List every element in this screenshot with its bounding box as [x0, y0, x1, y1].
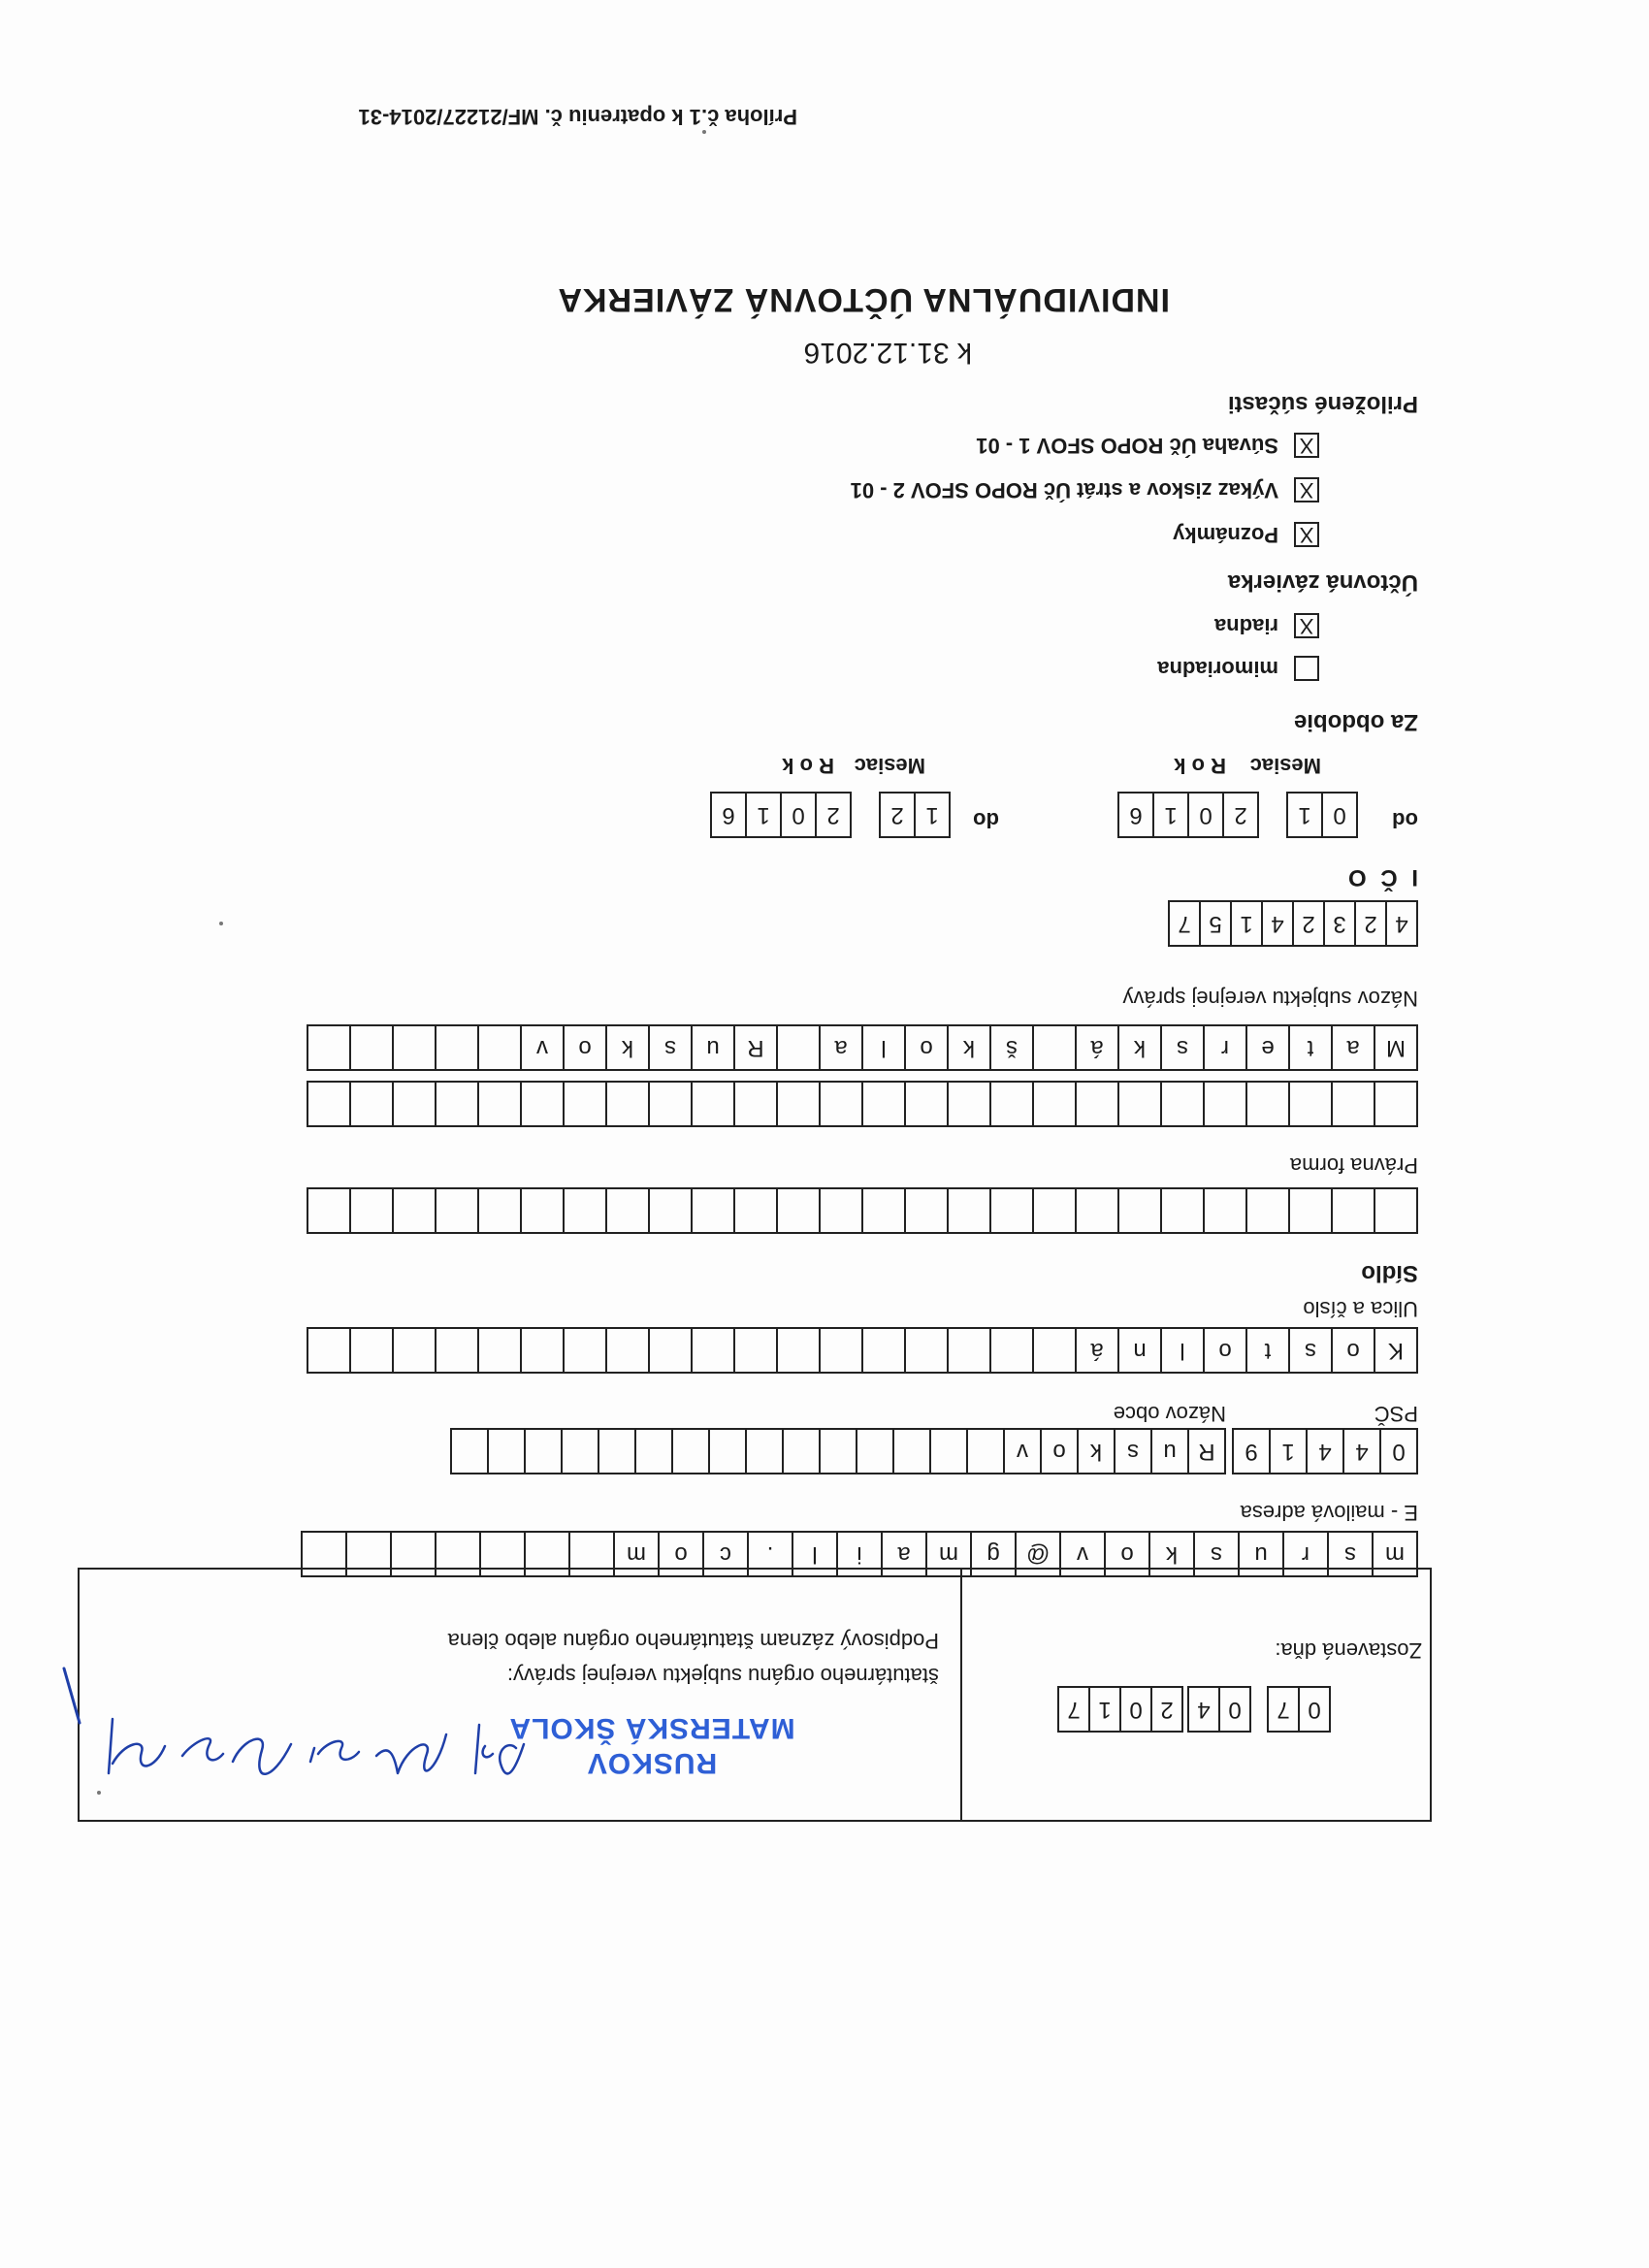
legal-form-cell[interactable] [691, 1187, 735, 1234]
name-cell[interactable] [349, 1024, 394, 1071]
town-cell[interactable]: v [1003, 1428, 1042, 1474]
town-cell[interactable] [708, 1428, 747, 1474]
town-cell[interactable]: o [1040, 1428, 1079, 1474]
ico-cell[interactable]: 2 [1354, 900, 1387, 947]
town-cell[interactable] [892, 1428, 931, 1474]
email-cell[interactable]: c [702, 1531, 749, 1577]
date-day-cell[interactable]: 7 [1267, 1686, 1300, 1733]
regular-label: riadna [1213, 614, 1278, 638]
street-cell[interactable]: K [1374, 1327, 1418, 1374]
legal-form-cell[interactable] [947, 1187, 991, 1234]
email-cell[interactable]: a [881, 1531, 927, 1577]
date-year-cell[interactable]: 1 [1088, 1686, 1121, 1733]
street-cell[interactable] [691, 1327, 735, 1374]
ico-cell[interactable]: 7 [1168, 900, 1201, 947]
legal-form-cell[interactable] [1160, 1187, 1205, 1234]
name-cell[interactable] [307, 1081, 351, 1127]
town-cell[interactable] [782, 1428, 821, 1474]
email-cell[interactable]: m [613, 1531, 660, 1577]
email-cell[interactable]: k [1148, 1531, 1195, 1577]
town-cell[interactable] [819, 1428, 857, 1474]
name-cell[interactable]: r [1203, 1024, 1247, 1071]
date-day-cell[interactable]: 0 [1298, 1686, 1331, 1733]
name-cell[interactable] [307, 1024, 351, 1071]
legal-form-cell[interactable] [1075, 1187, 1119, 1234]
street-cell[interactable]: l [1160, 1327, 1205, 1374]
legal-form-cell[interactable] [1203, 1187, 1247, 1234]
name-cell[interactable] [1075, 1081, 1119, 1127]
town-cell[interactable] [598, 1428, 636, 1474]
legal-form-cell[interactable] [904, 1187, 949, 1234]
name-cell[interactable]: a [1331, 1024, 1375, 1071]
from-year-cell[interactable]: 6 [1117, 792, 1154, 838]
name-cell[interactable] [989, 1081, 1034, 1127]
legal-form-cell[interactable] [349, 1187, 394, 1234]
street-cell[interactable] [435, 1327, 479, 1374]
name-cell[interactable] [1117, 1081, 1162, 1127]
legal-form-cell[interactable] [989, 1187, 1034, 1234]
name-cell[interactable]: v [520, 1024, 565, 1071]
email-cell[interactable]: s [1327, 1531, 1374, 1577]
handwritten-signature [87, 1705, 543, 1812]
legal-form-cell[interactable] [477, 1187, 522, 1234]
name-cell[interactable] [435, 1081, 479, 1127]
street-cell[interactable]: t [1245, 1327, 1290, 1374]
email-cell[interactable]: s [1193, 1531, 1240, 1577]
legal-form-cell[interactable] [648, 1187, 693, 1234]
email-cell[interactable]: r [1282, 1531, 1329, 1577]
date-year-cell[interactable]: 0 [1119, 1686, 1152, 1733]
to-year-cell[interactable]: 6 [710, 792, 747, 838]
name-cell[interactable] [435, 1024, 479, 1071]
legal-form-cell[interactable] [1032, 1187, 1077, 1234]
legal-form-cell[interactable] [776, 1187, 821, 1234]
date-month-cell[interactable]: 4 [1187, 1686, 1220, 1733]
from-year-cell[interactable]: 1 [1152, 792, 1189, 838]
attachment-label-2: Výkaz ziskov a strát Úč ROPO SFOV 2 - 01 [850, 478, 1278, 502]
date-day-field[interactable] [1267, 1686, 1331, 1733]
from-year-caption: R o k [1174, 754, 1226, 778]
town-cell[interactable] [634, 1428, 673, 1474]
legal-form-cell[interactable] [1117, 1187, 1162, 1234]
name-cell[interactable] [1288, 1081, 1333, 1127]
street-cell[interactable] [648, 1327, 693, 1374]
to-year-cell[interactable]: 1 [745, 792, 782, 838]
name-cell[interactable]: k [1117, 1024, 1162, 1071]
from-year-field[interactable] [1117, 792, 1259, 838]
town-cell[interactable] [856, 1428, 894, 1474]
name-cell[interactable]: o [563, 1024, 607, 1071]
name-cell[interactable] [947, 1081, 991, 1127]
street-cell[interactable] [605, 1327, 650, 1374]
name-cell[interactable] [1245, 1081, 1290, 1127]
street-cell[interactable]: o [1203, 1327, 1247, 1374]
town-label: Názov obce [1113, 1402, 1226, 1426]
to-year-field[interactable] [710, 792, 852, 838]
psc-cell[interactable]: 4 [1342, 1428, 1381, 1474]
stamp-line-2: RUSKOV [586, 1747, 718, 1779]
name-cell[interactable]: o [904, 1024, 949, 1071]
name-field-row-2[interactable] [307, 1081, 1418, 1127]
scan-speck [219, 922, 223, 925]
name-cell[interactable] [349, 1081, 394, 1127]
street-cell[interactable] [989, 1327, 1034, 1374]
name-cell[interactable] [733, 1081, 778, 1127]
name-cell[interactable]: e [1245, 1024, 1290, 1071]
street-cell[interactable] [349, 1327, 394, 1374]
name-cell[interactable] [1160, 1081, 1205, 1127]
from-label: od [1392, 808, 1418, 832]
email-cell[interactable]: i [836, 1531, 883, 1577]
street-cell[interactable] [520, 1327, 565, 1374]
street-cell[interactable]: s [1288, 1327, 1333, 1374]
town-cell[interactable] [929, 1428, 968, 1474]
ico-cell[interactable]: 4 [1385, 900, 1418, 947]
street-cell[interactable] [776, 1327, 821, 1374]
to-month-caption: Mesiac [854, 754, 925, 778]
street-cell[interactable] [477, 1327, 522, 1374]
psc-cell[interactable]: 4 [1306, 1428, 1344, 1474]
attachment-label-1: Súvaha Úč ROPO SFOV 1 - 01 [976, 434, 1278, 458]
name-cell[interactable] [477, 1024, 522, 1071]
legal-form-cell[interactable] [392, 1187, 436, 1234]
legal-form-cell[interactable] [1245, 1187, 1290, 1234]
street-cell[interactable]: n [1117, 1327, 1162, 1374]
attachment-checkbox-1[interactable]: X [1294, 433, 1319, 458]
legal-form-cell[interactable] [520, 1187, 565, 1234]
town-cell[interactable] [671, 1428, 710, 1474]
date-year-cell[interactable]: 7 [1057, 1686, 1090, 1733]
ico-label: I Č O [1343, 864, 1418, 891]
name-cell[interactable] [861, 1081, 906, 1127]
ico-cell[interactable]: 4 [1261, 900, 1294, 947]
legal-form-cell[interactable] [435, 1187, 479, 1234]
name-cell[interactable] [605, 1081, 650, 1127]
legal-form-cell[interactable] [563, 1187, 607, 1234]
stamp-line-1: MATERSKÁ ŠKOLA [508, 1712, 795, 1744]
legal-form-cell[interactable] [1374, 1187, 1418, 1234]
statement-type-heading: Účtovná závierka [1227, 569, 1418, 596]
margin-pen-mark [56, 1661, 85, 1729]
email-label: E - mailová adresa [1240, 1501, 1418, 1525]
name-cell[interactable] [477, 1081, 522, 1127]
street-cell[interactable] [819, 1327, 863, 1374]
psc-cell[interactable]: 9 [1232, 1428, 1271, 1474]
seat-heading: Sídlo [1361, 1260, 1418, 1286]
street-cell[interactable]: o [1331, 1327, 1375, 1374]
legal-form-field[interactable] [307, 1187, 1418, 1234]
signature-label-line-2: štatutárneho orgánu subjektu verejnej správy: [506, 1664, 939, 1688]
from-month-cell[interactable]: 0 [1321, 792, 1358, 838]
name-cell[interactable]: k [605, 1024, 650, 1071]
regular-checkbox[interactable]: X [1294, 613, 1319, 638]
street-cell[interactable] [733, 1327, 778, 1374]
legal-form-cell[interactable] [733, 1187, 778, 1234]
name-cell[interactable] [392, 1024, 436, 1071]
date-label: Zostavená dňa: [1275, 1638, 1422, 1663]
ico-field[interactable] [1168, 900, 1418, 947]
street-cell[interactable] [904, 1327, 949, 1374]
date-year-cell[interactable]: 2 [1150, 1686, 1183, 1733]
email-cell[interactable]: . [747, 1531, 793, 1577]
email-cell[interactable]: o [1104, 1531, 1150, 1577]
town-cell[interactable]: R [1187, 1428, 1226, 1474]
name-cell[interactable]: t [1288, 1024, 1333, 1071]
town-cell[interactable] [561, 1428, 599, 1474]
town-cell[interactable] [524, 1428, 563, 1474]
name-cell[interactable]: R [733, 1024, 778, 1071]
name-cell[interactable] [819, 1081, 863, 1127]
town-cell[interactable]: u [1150, 1428, 1189, 1474]
form-title: INDIVIDUÁLNA ÚČTOVNÁ ZÁVIERKA [557, 281, 1170, 318]
name-cell[interactable] [563, 1081, 607, 1127]
name-cell[interactable] [392, 1081, 436, 1127]
to-year-cell[interactable]: 2 [815, 792, 852, 838]
legal-form-cell[interactable] [307, 1187, 351, 1234]
email-cell[interactable]: v [1059, 1531, 1106, 1577]
to-month-cell[interactable]: 1 [914, 792, 951, 838]
name-cell[interactable] [1032, 1024, 1077, 1071]
psc-cell[interactable]: 1 [1269, 1428, 1308, 1474]
street-cell[interactable] [392, 1327, 436, 1374]
from-month-caption: Mesiac [1249, 754, 1321, 778]
legal-form-cell[interactable] [605, 1187, 650, 1234]
street-cell[interactable]: á [1075, 1327, 1119, 1374]
name-cell[interactable]: M [1374, 1024, 1418, 1071]
name-cell[interactable] [1331, 1081, 1375, 1127]
to-year-caption: R o k [782, 754, 834, 778]
street-cell[interactable] [563, 1327, 607, 1374]
legal-form-cell[interactable] [1331, 1187, 1375, 1234]
name-cell[interactable] [776, 1024, 821, 1071]
date-month-field[interactable] [1187, 1686, 1251, 1733]
name-cell[interactable] [691, 1081, 735, 1127]
scan-speck [97, 1791, 101, 1795]
town-cell[interactable] [487, 1428, 526, 1474]
email-cell[interactable]: @ [1015, 1531, 1061, 1577]
ico-cell[interactable]: 3 [1323, 900, 1356, 947]
date-year-field[interactable] [1057, 1686, 1183, 1733]
psc-field[interactable] [1232, 1428, 1418, 1474]
legal-form-label: Právna forma [1289, 1153, 1418, 1178]
email-cell[interactable]: o [658, 1531, 704, 1577]
name-cell[interactable] [904, 1081, 949, 1127]
town-field[interactable] [450, 1428, 1226, 1474]
email-cell[interactable]: g [970, 1531, 1017, 1577]
town-cell[interactable] [745, 1428, 784, 1474]
from-year-cell[interactable]: 2 [1222, 792, 1259, 838]
name-cell[interactable]: a [819, 1024, 863, 1071]
name-cell[interactable]: k [947, 1024, 991, 1071]
from-year-cell[interactable]: 0 [1187, 792, 1224, 838]
attachment-checkbox-2[interactable]: X [1294, 477, 1319, 502]
name-field-row-1[interactable] [307, 1024, 1418, 1071]
ico-cell[interactable]: 5 [1199, 900, 1232, 947]
extraordinary-label: mimoriadna [1157, 657, 1278, 681]
extraordinary-checkbox[interactable] [1294, 656, 1319, 681]
street-cell[interactable] [307, 1327, 351, 1374]
street-cell[interactable] [947, 1327, 991, 1374]
name-cell[interactable]: l [861, 1024, 906, 1071]
name-cell[interactable] [1374, 1081, 1418, 1127]
name-label: Názov subjektu verejnej správy [1122, 987, 1418, 1011]
name-cell[interactable]: á [1075, 1024, 1119, 1071]
to-month-field[interactable] [879, 792, 951, 838]
from-month-cell[interactable]: 1 [1286, 792, 1323, 838]
name-cell[interactable] [776, 1081, 821, 1127]
street-cell[interactable] [861, 1327, 906, 1374]
name-cell[interactable]: s [648, 1024, 693, 1071]
email-cell[interactable]: l [792, 1531, 838, 1577]
legal-form-cell[interactable] [819, 1187, 863, 1234]
period-heading: Za obdobie [1294, 709, 1418, 735]
town-cell[interactable] [966, 1428, 1005, 1474]
to-year-cell[interactable]: 0 [780, 792, 817, 838]
psc-cell[interactable]: 0 [1379, 1428, 1418, 1474]
legal-form-cell[interactable] [1288, 1187, 1333, 1234]
signature-label-line-1: Podpisový záznam štatutárneho orgánu alebo člena [447, 1629, 939, 1653]
name-cell[interactable]: u [691, 1024, 735, 1071]
ico-cell[interactable]: 2 [1292, 900, 1325, 947]
street-label: Ulica a číslo [1303, 1297, 1418, 1321]
date-month-cell[interactable]: 0 [1218, 1686, 1251, 1733]
email-cell[interactable]: m [1372, 1531, 1418, 1577]
street-cell[interactable] [1032, 1327, 1077, 1374]
psc-label: PSČ [1374, 1402, 1418, 1426]
attachment-label-3: Poznámky [1173, 523, 1278, 547]
to-month-cell[interactable]: 2 [879, 792, 916, 838]
name-cell[interactable] [1203, 1081, 1247, 1127]
appendix-note: Príloha č.1 k opatreniu č. MF/21227/2014-31 [358, 105, 797, 129]
town-cell[interactable] [450, 1428, 489, 1474]
town-cell[interactable]: k [1077, 1428, 1116, 1474]
name-cell[interactable]: s [1160, 1024, 1205, 1071]
name-cell[interactable] [1032, 1081, 1077, 1127]
name-cell[interactable] [648, 1081, 693, 1127]
street-field[interactable] [307, 1327, 1418, 1374]
legal-form-cell[interactable] [861, 1187, 906, 1234]
email-cell[interactable]: m [925, 1531, 972, 1577]
name-cell[interactable]: š [989, 1024, 1034, 1071]
email-cell[interactable]: u [1238, 1531, 1284, 1577]
name-cell[interactable] [520, 1081, 565, 1127]
scan-speck [702, 130, 706, 134]
ico-cell[interactable]: 1 [1230, 900, 1263, 947]
to-label: do [973, 808, 999, 832]
as-of-date: k 31.12.2016 [803, 337, 972, 369]
attachment-checkbox-3[interactable]: X [1294, 522, 1319, 547]
town-cell[interactable]: s [1114, 1428, 1152, 1474]
from-month-field[interactable] [1286, 792, 1358, 838]
attachments-heading: Priložené súčasti [1227, 391, 1418, 417]
